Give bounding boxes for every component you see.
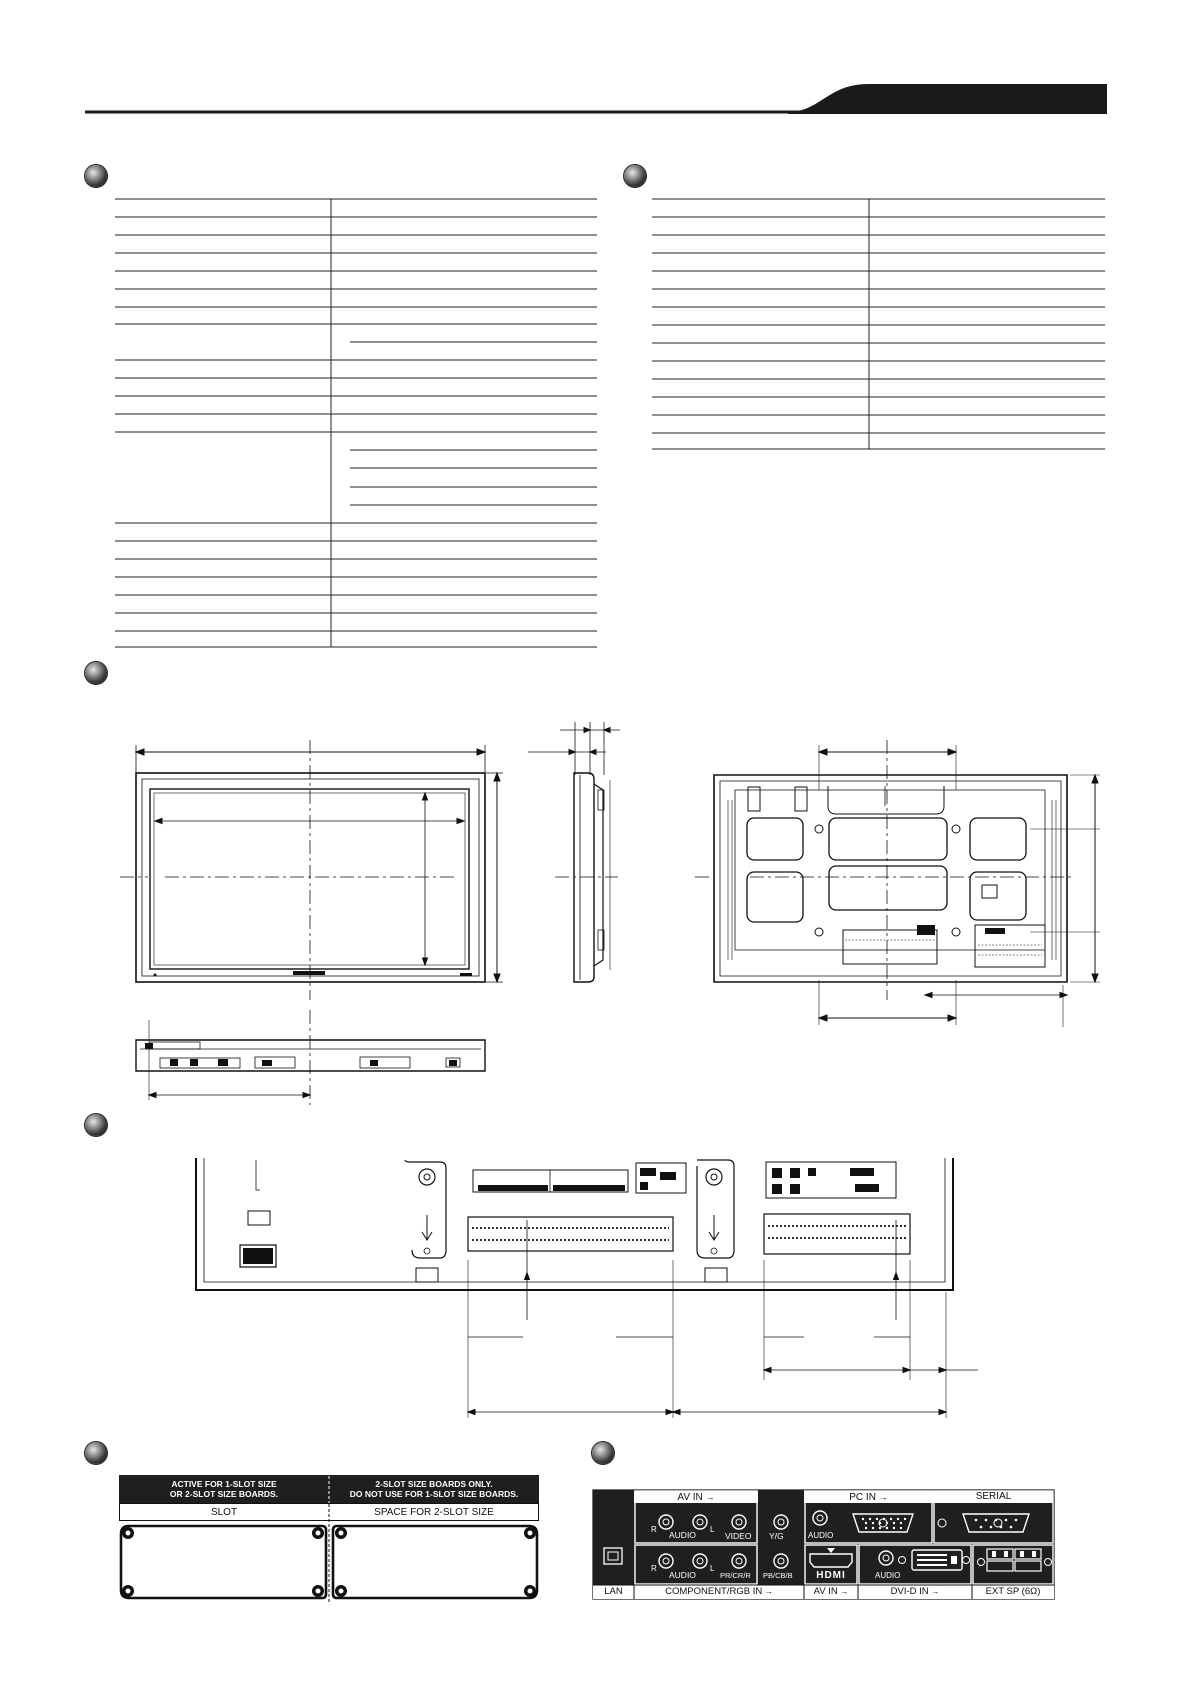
av-in-label: AV IN (677, 1492, 703, 1503)
dvi-audio-label: AUDIO (875, 1571, 901, 1580)
ext-sp-label: EXT SP (6Ω) (985, 1586, 1041, 1597)
input-icon: →︎ (840, 1587, 849, 1596)
av-l-label: L (710, 1525, 715, 1534)
component-rgb-in-label: COMPONENT/RGB IN (665, 1586, 763, 1597)
input-icon: →︎ (878, 1492, 888, 1502)
slot-frame (119, 1475, 539, 1605)
component-rgb-in-footer (634, 1586, 804, 1597)
yg-label: Y/G (769, 1531, 784, 1541)
hdmi-logo: HDMI (816, 1570, 846, 1581)
serial-label: SERIAL (975, 1491, 1012, 1502)
lan-label: LAN (604, 1586, 623, 1597)
dvi-d-in-footer (858, 1586, 972, 1597)
pr-label: PR/CR/R (720, 1571, 751, 1580)
section-bullet-slot (85, 1442, 107, 1464)
space-for-2-slot-label: SPACE FOR 2-SLOT SIZE (374, 1507, 494, 1518)
pc-in-label: PC IN (849, 1492, 876, 1503)
av-in-bottom-label: AV IN (813, 1586, 838, 1597)
dvi-d-in-label: DVI-D IN (890, 1586, 929, 1597)
pb-label: PB/CB/B (763, 1571, 793, 1580)
comp-audio-label: AUDIO (669, 1570, 696, 1580)
banner-right-line2: DO NOT USE FOR 1-SLOT SIZE BOARDS. (349, 1489, 519, 1499)
input-icon: →︎ (764, 1587, 773, 1596)
slot-label: SLOT (210, 1507, 238, 1518)
pc-audio-label: AUDIO (808, 1531, 834, 1540)
slot-panel (119, 1475, 539, 1605)
banner-left-line1: ACTIVE FOR 1-SLOT SIZE (171, 1479, 277, 1489)
pc-in-header (805, 1491, 932, 1504)
av-audio-label: AUDIO (669, 1530, 696, 1540)
video-label: VIDEO (725, 1531, 752, 1541)
av-in-header (635, 1491, 757, 1504)
comp-r-label: R (651, 1564, 657, 1573)
terminal-panel-frame (593, 1490, 1055, 1600)
section-bullet-terminals (592, 1442, 614, 1464)
av-in-footer (804, 1586, 858, 1597)
banner-right-line1: 2-SLOT SIZE BOARDS ONLY. (375, 1479, 493, 1489)
terminal-panel (593, 1490, 1055, 1600)
input-icon: →︎ (705, 1492, 715, 1502)
comp-l-label: L (710, 1564, 715, 1573)
banner-left-line2: OR 2-SLOT SIZE BOARDS. (169, 1489, 279, 1499)
av-r-label: R (651, 1525, 657, 1534)
input-icon: →︎ (931, 1587, 940, 1596)
